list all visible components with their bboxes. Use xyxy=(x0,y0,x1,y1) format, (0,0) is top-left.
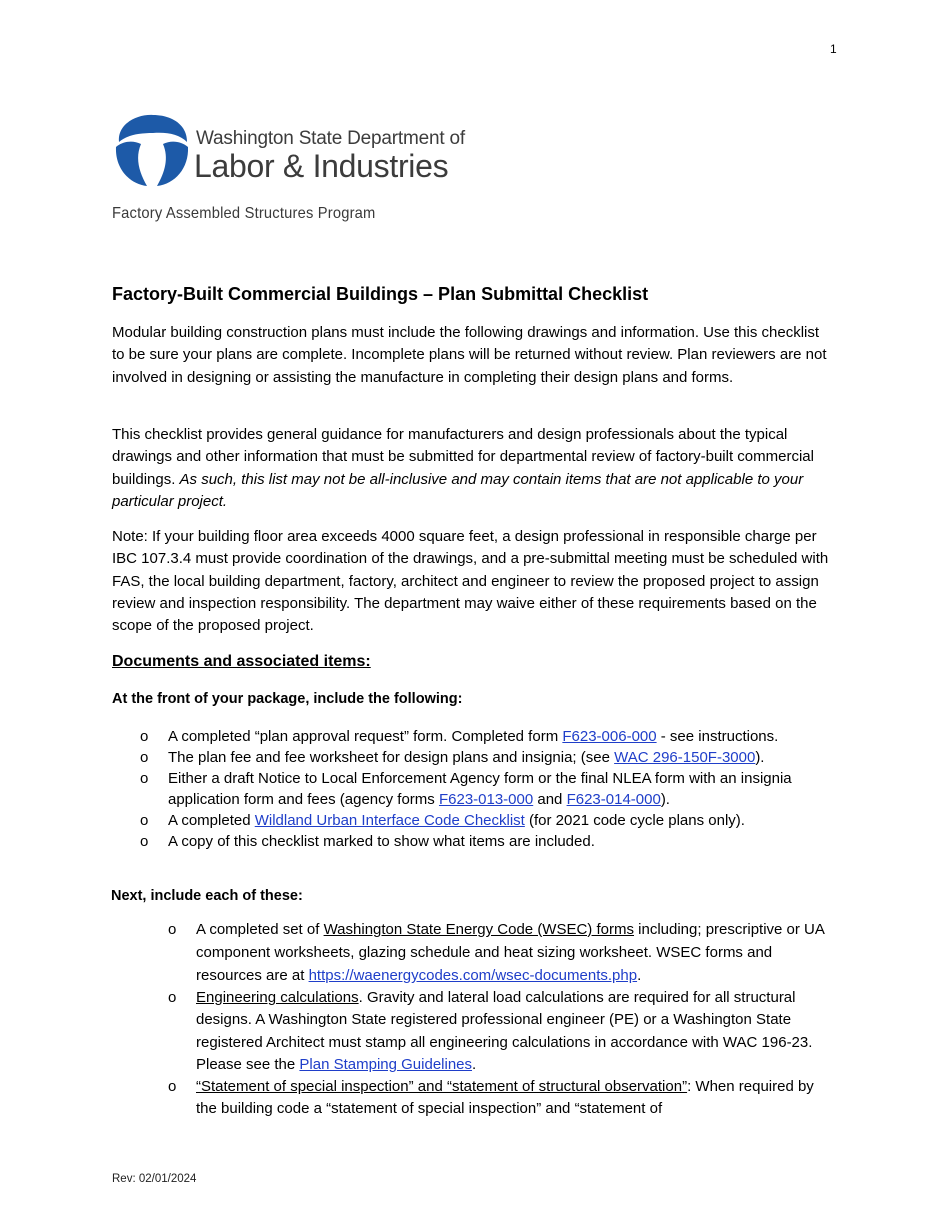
logo-department-text: Washington State Department of xyxy=(196,128,465,149)
list-item xyxy=(140,747,840,768)
next-items-list xyxy=(168,918,838,1121)
item-text: including; prescriptive or UA component worksheets, glazing schedule and heat sizing worksheet. WSEC forms and resources are at xyxy=(196,921,825,984)
item-text: ). xyxy=(755,749,765,766)
bullet-icon: o xyxy=(140,833,149,850)
item-text: - see instructions. xyxy=(656,728,779,745)
bullet-icon: o xyxy=(140,728,149,745)
note-paragraph: Note: If your building floor area exceeds 4000 square feet, a design professional in responsible charge per IBC 107.3.4 must provide coordination of the drawings, and a pre-submittal meeting must be scheduled with FAS, the local building department, factory, architect and engineer to review the proposed project to assign review and inspection responsibility. The department may waive either of these requirements based on the scope of the proposed project. xyxy=(112,528,829,635)
item-text: A copy of this checklist marked to show what items are included. xyxy=(168,833,595,850)
guidance-text: This checklist provides general guidance for manufacturers and design professionals about the typical drawings and other information that must be submitted for departmental review of factory-built commercial buildings. xyxy=(112,426,814,488)
front-items-list xyxy=(140,726,840,852)
wui-checklist-link[interactable]: Wildland Urban Interface Code Checklist xyxy=(254,812,525,829)
bullet-icon: o xyxy=(168,1078,177,1096)
bullet-icon: o xyxy=(140,770,149,787)
page-number: 1 xyxy=(830,42,837,56)
bullet-icon: o xyxy=(168,989,177,1006)
guidance-italic-text: As such, this list may not be all-inclusive and may contain items that are not applicable to your particular project. xyxy=(112,470,804,510)
form-link-f623-013[interactable]: F623-013-000 xyxy=(438,791,534,808)
bullet-icon: o xyxy=(140,749,149,766)
list-item xyxy=(140,768,840,810)
item-text: A completed “plan approval request” form. Completed form xyxy=(168,728,563,745)
item-text: The plan fee and fee worksheet for design plans and insignia; (see xyxy=(168,749,615,766)
item-text: . xyxy=(472,1055,477,1073)
plan-stamping-link[interactable]: Plan Stamping Guidelines xyxy=(299,1055,473,1073)
list-item xyxy=(140,726,840,747)
intro-paragraph: Modular building construction plans must include the following drawings and information. Use this checklist to be sure your plans are complete. Incomplete plans will be returned without review. Plan reviewers are not involved in designing or assisting the manufacture in completing their design plans and forms. xyxy=(112,324,827,386)
wac-link[interactable]: WAC 296-150F-3000 xyxy=(614,749,756,766)
list-item xyxy=(168,918,838,987)
revision-date: Rev: 02/01/2024 xyxy=(112,1173,197,1185)
wsec-documents-link[interactable]: https://waenergycodes.com/wsec-documents.php xyxy=(308,967,638,984)
item-text: A completed xyxy=(168,812,255,829)
list-item xyxy=(140,831,840,852)
item-text: ). xyxy=(660,791,670,808)
program-name: Factory Assembled Structures Program xyxy=(112,205,376,222)
documents-heading: Documents and associated items: xyxy=(112,653,371,670)
bullet-icon: o xyxy=(168,921,177,938)
engineering-calcs-text: Engineering calculations xyxy=(196,989,359,1006)
special-inspection-text: “Statement of special inspection” and “statement of structural observation” xyxy=(196,1078,688,1096)
item-text: . xyxy=(637,967,642,984)
lni-logo-icon xyxy=(113,114,191,188)
list-item xyxy=(168,1076,838,1121)
page-title: Factory-Built Commercial Buildings – Plan Submittal Checklist xyxy=(112,284,649,304)
next-heading: Next, include each of these: xyxy=(111,888,303,904)
item-text: A completed set of xyxy=(196,921,324,938)
item-text: . Gravity and lateral load calculations are required for all structural designs. A Washington State registered professional engineer (PE) or a Washington State registered Architect must stamp all engineering calculations in accordance with WAC 196-23. Please see the xyxy=(196,989,813,1073)
item-text: Either a draft Notice to Local Enforcement Agency form or the final NLEA form with an insignia application form and fees (agency forms xyxy=(168,770,792,808)
item-text: and xyxy=(533,791,567,808)
logo-agency-text: Labor & Industries xyxy=(194,148,449,184)
form-link-f623-006[interactable]: F623-006-000 xyxy=(562,728,657,745)
bullet-icon: o xyxy=(140,812,149,829)
guidance-paragraph xyxy=(112,424,832,513)
list-item xyxy=(168,987,838,1076)
item-text: (for 2021 code cycle plans only). xyxy=(524,812,745,829)
list-item xyxy=(140,810,840,831)
wsec-forms-text: Washington State Energy Code (WSEC) forms xyxy=(323,921,634,938)
front-heading: At the front of your package, include the following: xyxy=(112,691,463,707)
form-link-f623-014[interactable]: F623-014-000 xyxy=(566,791,661,808)
item-text: : When required by the building code a “statement of special inspection” and “statement of xyxy=(196,1078,814,1118)
